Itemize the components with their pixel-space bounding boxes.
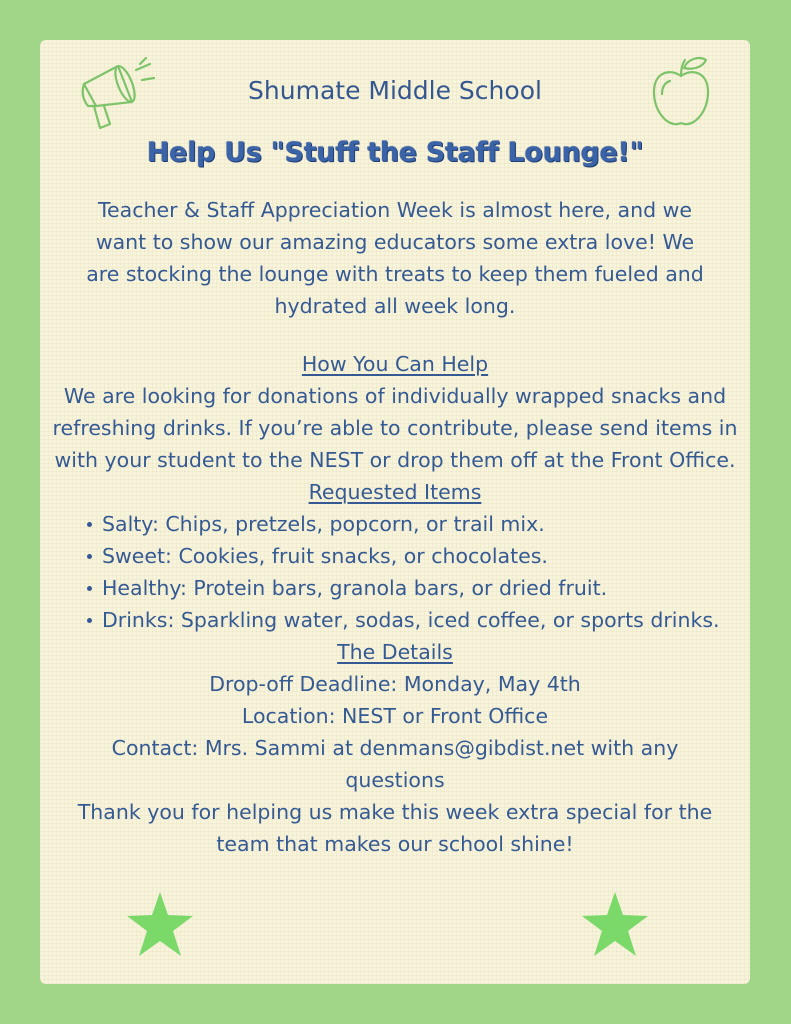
star-icon (125, 890, 195, 958)
contact-text: Contact: Mrs. Sammi at denmans@gibdist.net with any questions (111, 736, 679, 792)
list-item: Drinks: Sparkling water, sodas, iced coffee, or sports drinks. (102, 604, 740, 636)
headline: Help Us "Stuff the Staff Lounge!" (146, 137, 644, 168)
intro-paragraph: Teacher & Staff Appreciation Week is almost here, and we want to show our amazing educators some extra love! We are stocking the lounge with treats to keep them fueled and hydrated all week long. (86, 198, 704, 318)
list-item: Healthy: Protein bars, granola bars, or dried fruit. (102, 572, 740, 604)
school-name: Shumate Middle School (248, 76, 542, 105)
list-item: Salty: Chips, pretzels, popcorn, or trail mix. (102, 508, 740, 540)
closing-text: Thank you for helping us make this week extra special for the team that makes our school shine! (77, 800, 713, 856)
list-item: Sweet: Cookies, fruit snacks, or chocolates. (102, 540, 740, 572)
requested-items-list (50, 508, 740, 636)
requested-items-heading: Requested Items (308, 480, 482, 504)
flyer-body (50, 348, 740, 860)
how-you-can-help-text: We are looking for donations of individually wrapped snacks and refreshing drinks. If you’re able to contribute, please send items in with your student to the NEST or drop them off at the Front Office. (52, 384, 738, 472)
deadline-text: Drop-off Deadline: Monday, May 4th (209, 672, 581, 696)
star-icon (580, 890, 650, 958)
location-text: Location: NEST or Front Office (241, 704, 549, 728)
details-heading: The Details (337, 640, 453, 664)
flyer-card (40, 40, 750, 984)
how-you-can-help-heading: How You Can Help (301, 352, 489, 376)
